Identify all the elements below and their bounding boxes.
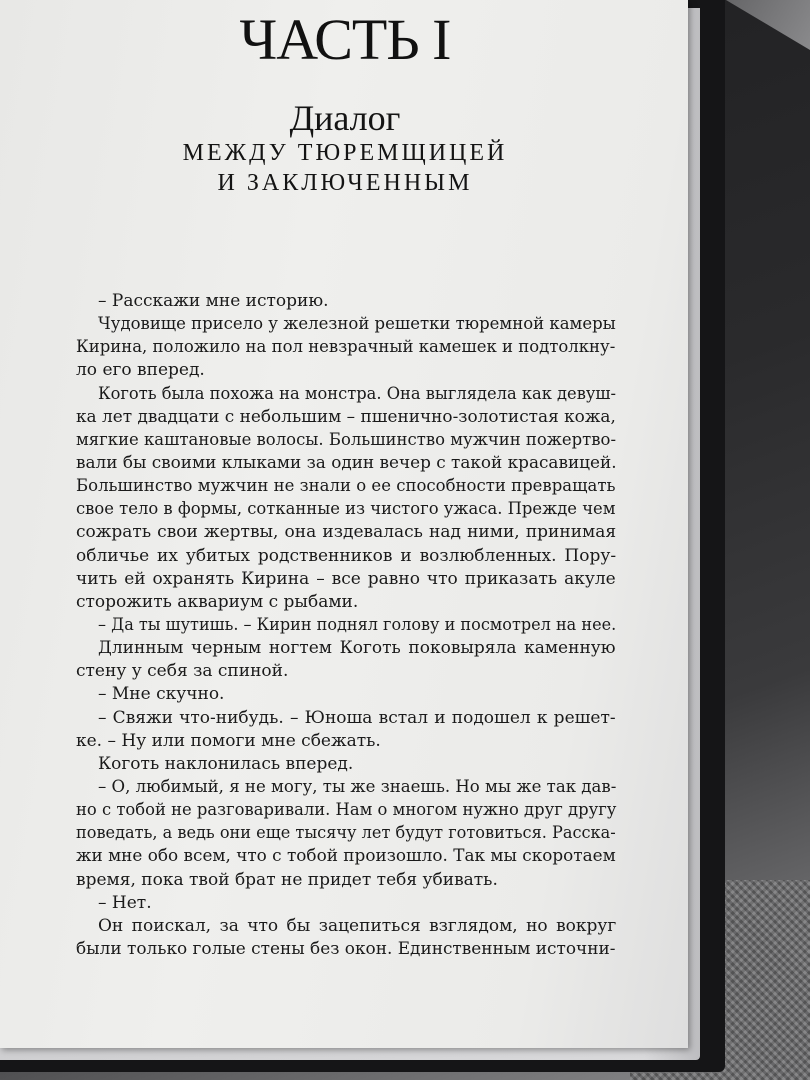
- text-line-content: время, пока твой брат не придет тебя убивать.: [76, 869, 498, 890]
- text-line-content: поведать, а ведь они еще тысячу лет будут готовиться. Расска-: [76, 823, 616, 844]
- text-line-content: ке. – Ну или помоги мне сбежать.: [76, 730, 381, 751]
- text-line: [76, 707, 616, 730]
- text-line: [76, 799, 616, 822]
- text-line: [76, 452, 616, 475]
- text-line-content: вали бы своими клыками за один вечер с такой красавицей.: [76, 452, 617, 473]
- text-line: [76, 313, 616, 336]
- text-line: [76, 336, 616, 359]
- text-line-content: но с тобой не разговаривали. Нам о многом нужно друг другу: [76, 800, 617, 821]
- text-line: [76, 822, 616, 845]
- text-line: [76, 845, 616, 868]
- text-line-content: – Свяжи что-нибудь. – Юноша встал и подошел к решет-: [98, 707, 616, 728]
- text-line-content: сторожить аквариум с рыбами.: [76, 591, 359, 612]
- text-line: [76, 637, 616, 660]
- text-line: [76, 521, 616, 544]
- text-line: [76, 753, 616, 776]
- text-line: [76, 776, 616, 799]
- text-line-content: – Нет.: [98, 892, 152, 913]
- chapter-title-line-1: Диалог: [289, 98, 401, 138]
- text-line: [76, 359, 616, 382]
- text-line-content: свое тело в формы, сотканные из чистого ужаса. Прежде чем: [76, 499, 616, 520]
- text-line: [76, 406, 616, 429]
- text-line: [76, 938, 616, 961]
- text-line: [76, 683, 616, 706]
- text-line-content: Кирина, положило на пол невзрачный камешек и подтолкну-: [76, 337, 616, 358]
- chapter-title-line-2: МЕЖДУ ТЮРЕМЩИЦЕЙ: [182, 140, 508, 166]
- text-line-content: стену у себя за спиной.: [76, 661, 289, 682]
- text-line-content: Он поискал, за что бы зацепиться взглядом, но вокруг: [98, 915, 617, 936]
- text-line-content: сожрать свои жертвы, она издевалась над ними, принимая: [76, 522, 617, 543]
- chapter-heading: [0, 98, 690, 198]
- text-line-content: Чудовище присело у железной решетки тюремной камеры: [98, 314, 616, 335]
- text-line: [76, 614, 616, 637]
- text-line: [76, 383, 616, 406]
- text-line-content: Коготь была похожа на монстра. Она выглядела как девуш-: [98, 383, 617, 404]
- text-line-content: Большинство мужчин не знали о ее способности превращать: [76, 476, 616, 497]
- text-line-content: жи мне обо всем, что с тобой произошло. Так мы скоротаем: [76, 846, 616, 867]
- text-line: [76, 429, 616, 452]
- text-line-content: ка лет двадцати с небольшим – пшенично-золотистая кожа,: [76, 406, 616, 427]
- text-line-content: – Расскажи мне историю.: [98, 291, 329, 311]
- text-line: [76, 498, 616, 521]
- text-line: [76, 475, 616, 498]
- text-line: [76, 730, 616, 753]
- text-line-content: Длинным черным ногтем Коготь поковыряла каменную: [98, 638, 616, 659]
- text-line: [76, 660, 616, 683]
- text-line-content: мягкие каштановые волосы. Большинство мужчин пожертво-: [76, 429, 617, 450]
- text-line-content: обличье их убитых родственников и возлюбленных. Пору-: [76, 545, 617, 566]
- chapter-title-line-3: И ЗАКЛЮЧЕННЫМ: [217, 170, 473, 196]
- text-line: [76, 545, 616, 568]
- text-line: [76, 892, 616, 915]
- text-line: [76, 568, 616, 591]
- text-line-content: чить ей охранять Кирина – все равно что приказать акуле: [76, 568, 616, 589]
- text-line: [76, 915, 616, 938]
- text-line-content: – О, любимый, я не могу, ты же знаешь. Но мы же так дав-: [98, 776, 617, 797]
- text-line: [76, 869, 616, 892]
- text-line-content: ло его вперед.: [76, 360, 205, 381]
- text-line-content: были только голые стены без окон. Единственным источни-: [76, 938, 616, 959]
- text-line: [76, 591, 616, 614]
- text-line-content: – Мне скучно.: [98, 684, 225, 705]
- text-line-content: – Да ты шутишь. – Кирин поднял голову и посмотрел на нее.: [98, 614, 617, 635]
- text-line: [76, 290, 616, 313]
- body-text: [76, 290, 616, 961]
- text-line-content: Коготь наклонилась вперед.: [98, 753, 354, 774]
- part-title: ЧАСТЬ I: [239, 7, 451, 72]
